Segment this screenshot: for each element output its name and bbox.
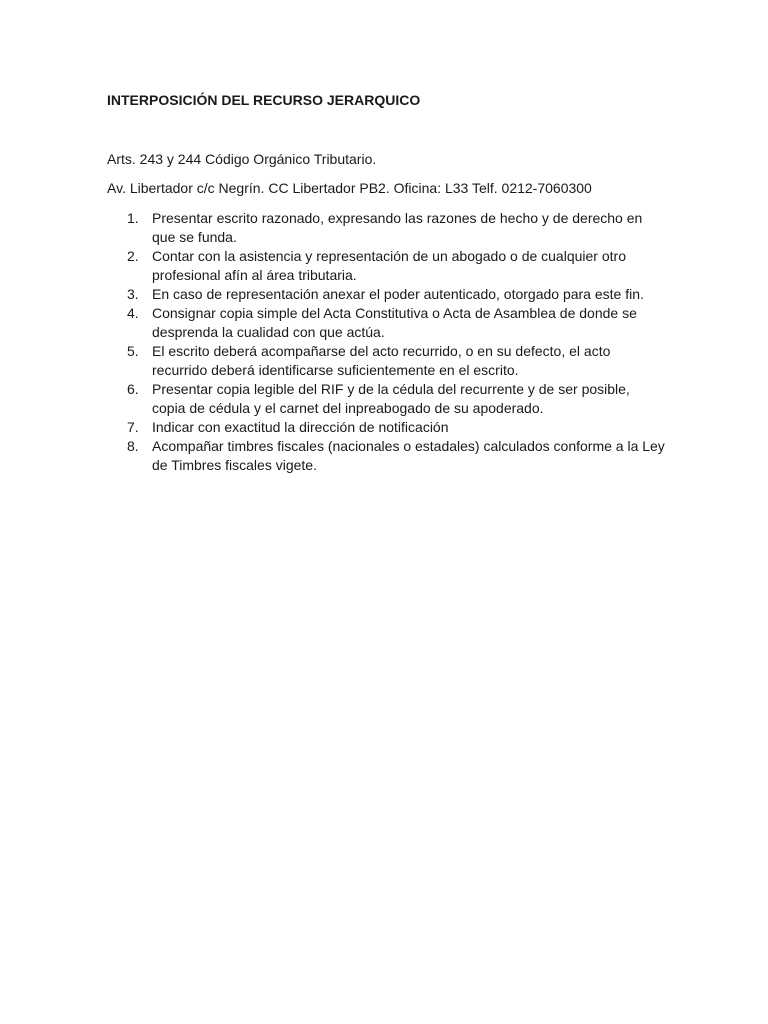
list-item bbox=[107, 437, 667, 475]
list-item-text: Consignar copia simple del Acta Constitutiva o Acta de Asamblea de donde se desprenda la cualidad con que actúa. bbox=[152, 305, 637, 340]
list-item bbox=[107, 247, 667, 285]
list-item-number: 7. bbox=[127, 419, 139, 435]
list-item bbox=[107, 209, 667, 247]
office-address: Av. Libertador c/c Negrín. CC Libertador PB2. Oficina: L33 Telf. 0212-7060300 bbox=[107, 180, 592, 196]
list-item-number: 4. bbox=[127, 305, 139, 321]
requirements-list bbox=[107, 209, 667, 475]
list-item-text: Acompañar timbres fiscales (nacionales o estadales) calculados conforme a la Ley de Timbres fiscales vigete. bbox=[152, 438, 665, 473]
list-item-number: 6. bbox=[127, 381, 139, 397]
list-item-text: Indicar con exactitud la dirección de notificación bbox=[152, 419, 449, 435]
list-item-number: 2. bbox=[127, 248, 139, 264]
list-item-number: 8. bbox=[127, 438, 139, 454]
list-item bbox=[107, 418, 667, 437]
list-item bbox=[107, 380, 667, 418]
list-item-number: 1. bbox=[127, 210, 139, 226]
list-item-text: Contar con la asistencia y representación de un abogado o de cualquier otro profesional afín al área tributaria. bbox=[152, 248, 626, 283]
list-item-text: El escrito deberá acompañarse del acto recurrido, o en su defecto, el acto recurrido deberá identificarse suficientemente en el escrito. bbox=[152, 343, 611, 378]
list-item-number: 3. bbox=[127, 286, 139, 302]
list-item bbox=[107, 342, 667, 380]
list-item-text: En caso de representación anexar el poder autenticado, otorgado para este fin. bbox=[152, 286, 644, 302]
legal-reference: Arts. 243 y 244 Código Orgánico Tributario. bbox=[107, 151, 377, 167]
list-item-number: 5. bbox=[127, 343, 139, 359]
document-title: INTERPOSICIÓN DEL RECURSO JERARQUICO bbox=[107, 92, 421, 108]
list-item bbox=[107, 304, 667, 342]
list-item-text: Presentar copia legible del RIF y de la cédula del recurrente y de ser posible, copia de cédula y el carnet del inpreabogado de su apoderado. bbox=[152, 381, 630, 416]
list-item bbox=[107, 285, 667, 304]
list-item-text: Presentar escrito razonado, expresando las razones de hecho y de derecho en que se funda. bbox=[152, 210, 643, 245]
